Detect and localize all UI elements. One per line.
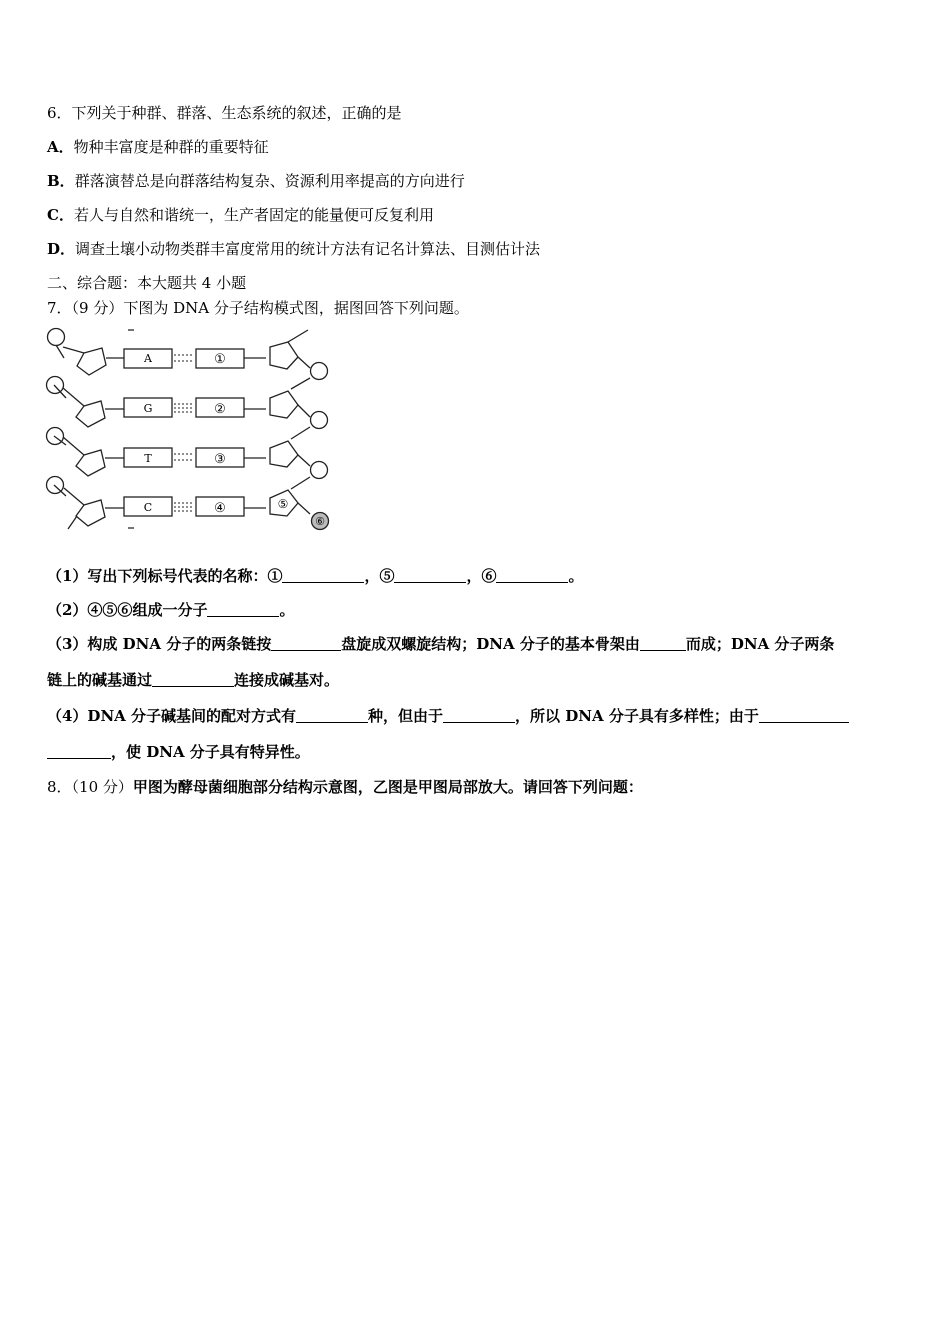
label-1: ① — [214, 352, 226, 367]
right-pentose — [270, 342, 298, 369]
left-phosphate — [48, 329, 65, 346]
right-pentose — [270, 391, 298, 418]
q7-sub2-text: （2）④⑤⑥组成一分子 — [47, 601, 208, 619]
base-label-g: G — [143, 402, 153, 415]
option-letter: C． — [47, 206, 74, 224]
option-letter: A． — [47, 138, 74, 156]
dna-structure-diagram — [44, 325, 334, 535]
left-phosphate — [47, 377, 64, 394]
q8-score: （10 分） — [71, 778, 133, 796]
q7-sub3-line1 — [47, 633, 834, 654]
q7-sub3-text: 链上的碱基通过 — [47, 671, 153, 689]
q7-sub3-text: （3）构成 DNA 分子的两条链按 — [47, 635, 272, 653]
answer-blank[interactable] — [152, 672, 234, 687]
left-pentose — [76, 500, 105, 526]
q7-stem: 下图为 DNA 分子结构模式图，据图回答下列问题。 — [123, 299, 469, 317]
left-phosphate — [47, 477, 64, 494]
label-2: ② — [214, 402, 226, 417]
q7-sub1-text: ，⑤ — [364, 567, 395, 585]
q7-sub3-text: 而成；DNA 分子两条 — [685, 635, 835, 653]
left-pentose — [76, 401, 105, 427]
label-3: ③ — [214, 452, 226, 467]
q7-sub4-text: ，所以 DNA 分子具有多样性；由于 — [515, 707, 759, 725]
q7-sub2-text: 。 — [279, 601, 295, 619]
right-pentose — [270, 441, 298, 467]
q7-sub3-text: 连接成碱基对。 — [234, 671, 340, 689]
base-label-t: T — [144, 452, 152, 465]
q7-sub1-text: 。 — [568, 567, 584, 585]
section-title: 二、综合题：本大题共 4 小题 — [47, 274, 247, 292]
q7-sub4-line1 — [47, 705, 849, 726]
q8-heading — [47, 776, 643, 797]
q7-sub4-line2 — [47, 741, 310, 762]
hydrogen-bonds — [174, 404, 194, 412]
left-pentose — [76, 450, 105, 476]
q7-heading — [47, 297, 469, 318]
label-4: ④ — [214, 501, 226, 516]
answer-blank[interactable] — [759, 708, 849, 723]
q7-sub4-text: （4）DNA 分子碱基间的配对方式有 — [47, 707, 297, 725]
q7-sub3-text: 盘旋成双螺旋结构；DNA 分子的基本骨架由 — [341, 635, 640, 653]
option-letter: D． — [47, 240, 76, 258]
hydrogen-bonds — [174, 503, 194, 511]
q7-score: （9 分） — [71, 299, 124, 317]
q6-stem: 6．下列关于种群、群落、生态系统的叙述，正确的是 — [47, 104, 402, 122]
right-phosphate — [311, 363, 328, 380]
answer-blank[interactable] — [282, 568, 364, 583]
option-text: 群落演替总是向群落结构复杂、资源利用率提高的方向进行 — [74, 172, 465, 190]
base-label-c: C — [143, 501, 153, 514]
q8-number: 8． — [47, 778, 72, 796]
label-5: ⑤ — [277, 497, 289, 511]
right-phosphate — [311, 462, 328, 479]
answer-blank[interactable] — [640, 636, 686, 651]
left-backbone — [54, 345, 84, 529]
q7-number: 7． — [47, 299, 72, 317]
q7-sub3-line2 — [47, 669, 339, 690]
right-phosphate — [311, 412, 328, 429]
q7-sub4-text: 种，但由于 — [368, 707, 444, 725]
option-text: 若人与自然和谐统一，生产者固定的能量便可反复利用 — [73, 206, 434, 224]
base-label-a: A — [144, 352, 152, 365]
hydrogen-bonds — [174, 355, 194, 361]
answer-blank[interactable] — [443, 708, 515, 723]
q6-option-d — [47, 238, 540, 259]
answer-blank[interactable] — [271, 636, 341, 651]
option-letter: B． — [47, 172, 75, 190]
answer-blank[interactable] — [394, 568, 466, 583]
q7-sub1-text: （1）写出下列标号代表的名称：① — [47, 567, 283, 585]
answer-blank[interactable] — [47, 744, 111, 759]
q7-sub4-text: ，使 DNA 分子具有特异性。 — [111, 743, 310, 761]
option-text: 物种丰富度是种群的重要特征 — [73, 138, 269, 156]
q6-option-a — [47, 136, 269, 157]
q6-option-c — [47, 204, 434, 225]
answer-blank[interactable] — [296, 708, 368, 723]
q7-sub1 — [47, 565, 584, 586]
label-6: ⑥ — [315, 515, 325, 528]
q7-sub1-text: ，⑥ — [466, 567, 497, 585]
q8-stem: 甲图为酵母菌细胞部分结构示意图，乙图是甲图局部放大。请回答下列问题： — [132, 778, 643, 796]
q7-sub2 — [47, 599, 294, 620]
option-text: 调查土壤小动物类群丰富度常用的统计方法有记名计算法、目测估计法 — [75, 240, 541, 258]
answer-blank[interactable] — [496, 568, 568, 583]
answer-blank[interactable] — [207, 602, 279, 617]
hydrogen-bonds — [174, 454, 194, 460]
q6-option-b — [47, 170, 465, 191]
